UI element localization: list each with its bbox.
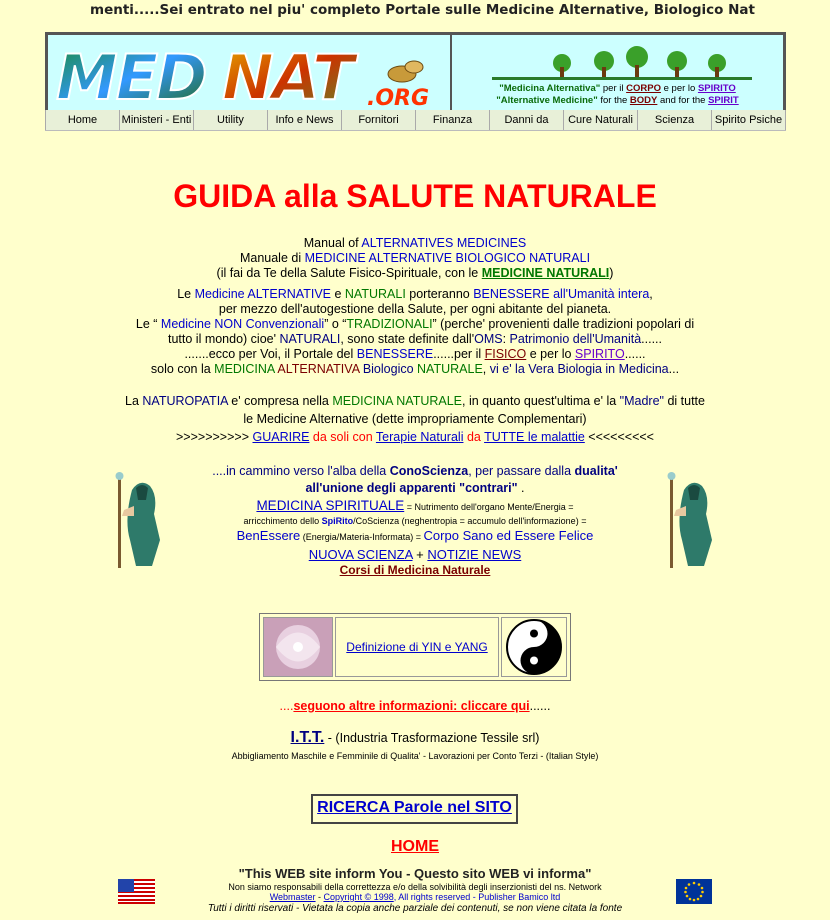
spirito-link[interactable]: SPIRITO — [697, 83, 736, 94]
scrolling-marquee — [0, 0, 830, 20]
more-info-line: ....seguono altre informazioni: cliccare qui...... — [279, 699, 551, 713]
tagline-panel — [452, 35, 783, 110]
nav-item-info-news[interactable]: Info e News — [268, 110, 342, 130]
medicina-spirituale-link[interactable]: MEDICINA SPIRITUALE — [256, 498, 405, 513]
svg-text:NAT: NAT — [222, 41, 353, 109]
nav-item-spirito-psiche[interactable]: Spirito Psiche — [712, 110, 786, 130]
tutte-malattie-link[interactable]: TUTTE le malattie — [484, 430, 585, 444]
galaxy-image[interactable] — [263, 617, 333, 677]
body-link[interactable]: BODY — [629, 95, 658, 106]
nav-item-scienza[interactable]: Scienza — [638, 110, 712, 130]
guarire-link[interactable]: GUARIRE — [252, 430, 310, 444]
footer — [0, 866, 830, 914]
nav-item-utility[interactable]: Utility — [194, 110, 268, 130]
nav-item-home[interactable]: Home — [45, 110, 120, 130]
paragraph-naturopatia: La NATUROPATIA e' compresa nella MEDICINA NATURALE, in quanto quest'ultima e' la "Madre" di tutte le Medicine Alternative (dette impropriamente Complementari) >>>>>>>>>> GUARIRE da soli con Terapie Naturali da TUTTE le malattie <<<<<<<<< — [125, 394, 705, 444]
footer-disclaimer: Non siamo responsabili della correttezza e/o della solvibilità degli inserzionisti del ns. Network — [228, 882, 602, 892]
tagline-english: "Alternative Medicine" for the BODY and for the SPIRIT — [496, 95, 739, 106]
footer-copyright: Webmaster - Copyright © 1998, All rights reserved - Publisher Bamico ltd — [269, 892, 561, 902]
yin-yang-icon[interactable] — [501, 617, 567, 677]
yin-yang-link[interactable]: Definizione di YIN e YANG — [346, 640, 488, 654]
copyright-link[interactable]: Copyright © 1998 — [323, 892, 394, 902]
notizie-news-link[interactable]: NOTIZIE NEWS — [427, 547, 522, 562]
intro-block: Manual of ALTERNATIVES MEDICINES Manuale di MEDICINE ALTERNATIVE BIOLOGICO NATURALI (il fai da Te della Salute Fisico-Spirituale, con le MEDICINE NATURALI) — [216, 236, 614, 280]
spirito-link-2[interactable]: SPIRITO — [574, 347, 625, 361]
page-title: GUIDA alla SALUTE NATURALE — [173, 178, 657, 214]
yin-yang-table — [259, 613, 571, 681]
itt-link[interactable]: I.T.T. — [290, 729, 325, 746]
main-nav — [45, 110, 786, 131]
marquee-text: menti.....Sei entrato nel piu' completo Portale sulle Medicine Alternative, Biologico Nat — [90, 2, 755, 18]
more-info-link[interactable]: seguono altre informazioni: cliccare qui — [293, 699, 530, 713]
nav-item-ministeri[interactable]: Ministeri - Enti — [120, 110, 194, 130]
paragraph-conoscienza: ....in cammino verso l'alba della ConoScienza, per passare dalla dualita' all'unione degli apparenti "contrari" . MEDICINA SPIRITUALE = Nutrimento dell'organo Mente/Energia = arricchimento dello SpiRito/CoScienza (neghentropia = accumulo dell'informazione) = BenEssere (Energia/Materia-Informata) = Corpo Sano ed Essere Felice NUOVA SCIENZA + NOTIZIE NEWS Corsi di Medicina Naturale — [212, 464, 618, 577]
itt-block: I.T.T. - (Industria Trasformazione Tessile srl) Abbigliamento Maschile e Femminile di Qualita' - Lavorazioni per Conto Terzi - (Italian Style) — [231, 729, 599, 761]
nav-item-finanza[interactable]: Finanza — [416, 110, 490, 130]
spirit-link[interactable]: SPIRIT — [708, 95, 739, 106]
tagline-italian: "Medicina Alternativa" per il CORPO e per lo SPIRITO — [499, 83, 736, 94]
site-header — [45, 32, 786, 110]
logo-banner[interactable] — [48, 35, 452, 110]
nuova-scienza-link[interactable]: NUOVA SCIENZA — [308, 547, 413, 562]
medicine-naturali-link[interactable]: MEDICINE NATURALI — [481, 266, 610, 280]
fisico-link[interactable]: FISICO — [484, 347, 527, 361]
trees-graphic — [492, 43, 752, 83]
mednat-logo — [52, 39, 447, 109]
footer-slogan: "This WEB site inform You - Questo sito WEB vi informa" — [238, 866, 592, 881]
search-site-link[interactable]: RICERCA Parole nel SITO — [317, 799, 512, 816]
home-link[interactable]: HOME — [391, 838, 439, 855]
corsi-link[interactable]: Corsi di Medicina Naturale — [339, 563, 491, 577]
corpo-link[interactable]: CORPO — [626, 83, 661, 94]
footer-rights: Tutti i diritti riservati - Vietata la copia anche parziale dei contenuti, se non viene citata la fonte — [207, 903, 623, 914]
logo-suffix: .ORG — [367, 86, 430, 109]
home-block — [0, 838, 830, 856]
terapie-naturali-link[interactable]: Terapie Naturali — [375, 430, 464, 444]
webmaster-link[interactable]: Webmaster — [269, 892, 316, 902]
search-site-button[interactable] — [311, 794, 518, 824]
nav-item-cure-naturali[interactable]: Cure Naturali — [564, 110, 638, 130]
nav-item-danni[interactable]: Danni da — [490, 110, 564, 130]
paragraph-benessere: Le Medicine ALTERNATIVE e NATURALI porteranno BENESSERE all'Umanità intera, per mezzo dell'autogestione della Salute, per ogni abitante del pianeta. Le “ Medicine NON Convenzionali” o “TRADIZIONALI” (perche' provenienti dalle tradizioni popolari di tutto il mondo) cioe' NATURALI, sono state definite dall'OMS: Patrimonio dell'Umanità...... .......ecco per Voi, il Portale del BENESSERE......per il FISICO e per lo SPIRITO...... solo con la MEDICINA ALTERNATIVA Biologico NATURALE, vi e' la Vera Biologia in Medicina... — [135, 287, 695, 376]
yin-yang-link-cell — [335, 617, 499, 677]
nav-item-fornitori[interactable]: Fornitori — [342, 110, 416, 130]
logo-letters: MED — [56, 41, 206, 109]
